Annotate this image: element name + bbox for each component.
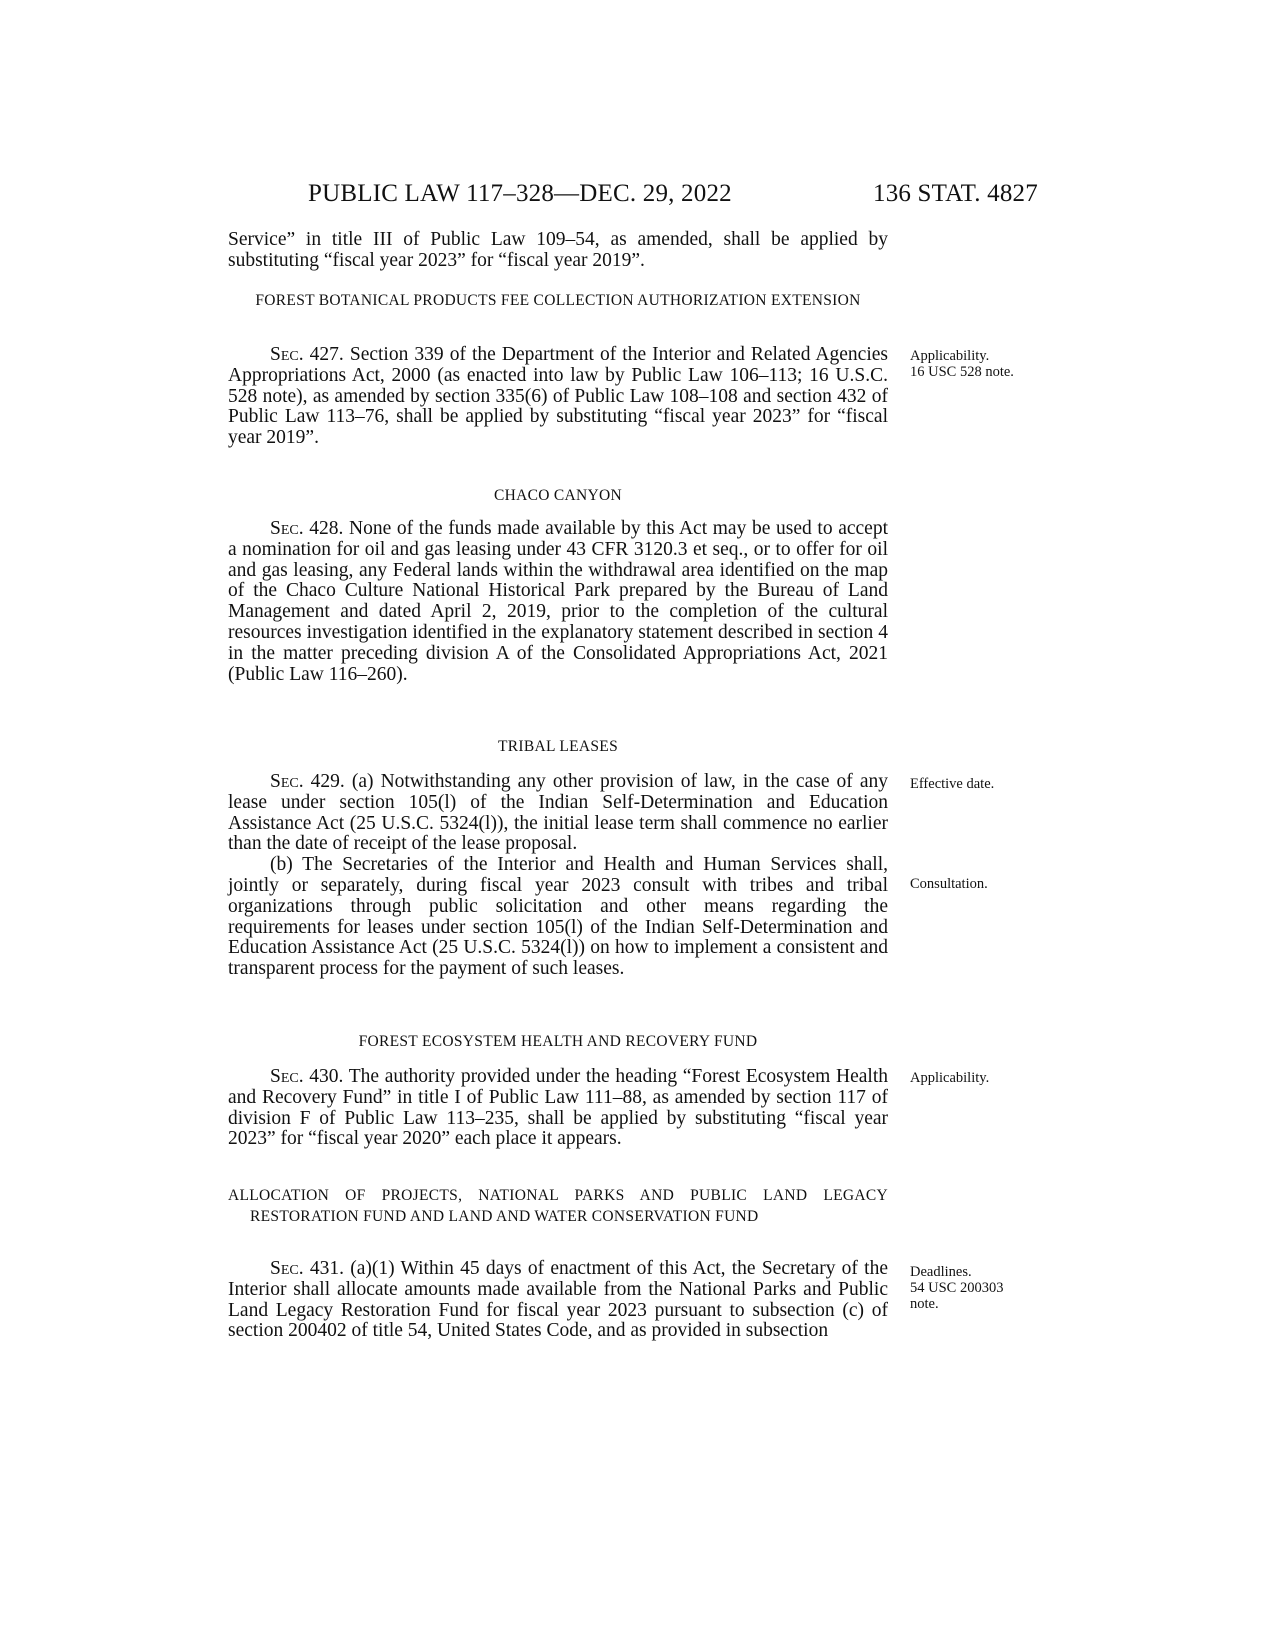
margin-note-effective-date: Effective date. (910, 776, 995, 792)
margin-note-applicability: Applicability. (910, 348, 990, 364)
section-431-paragraph (228, 1259, 888, 1342)
section-label: Sec. (270, 771, 304, 792)
margin-note-consultation: Consultation. (910, 876, 988, 892)
margin-note-usc-citation: 16 USC 528 note. (910, 364, 1014, 380)
carryover-paragraph: Service” in title III of Public Law 109–54, as amended, shall be applied by substituting “fiscal year 2023” for “fiscal year 2019”. (228, 229, 888, 271)
section-429-paragraphs (228, 772, 888, 980)
section-label: Sec. (270, 1066, 304, 1087)
section-429a-text: 429. (a) Notwithstanding any other provision of law, in the case of any lease under section 105(l) of the Indian Self-Determination and Education Assistance Act (25 U.S.C. 5324(l)), the initial lease term shall commence no earlier than the date of receipt of the lease proposal. (228, 771, 888, 855)
margin-note-note: note. (910, 1296, 939, 1312)
section-427-text: 427. Section 339 of the Department of the Interior and Related Agencies Appropriations Act, 2000 (as enacted into law by Public Law 106–113; 16 U.S.C. 528 note), as amended by section 335(6) of Public Law 108–108 and section 432 of Public Law 113–76, shall be applied by substituting “fiscal year 2023” for “fiscal year 2019”. (228, 344, 888, 449)
running-header-title: PUBLIC LAW 117–328—DEC. 29, 2022 (308, 180, 732, 207)
statute-page-number: 136 STAT. 4827 (873, 180, 1038, 207)
section-427-heading: FOREST BOTANICAL PRODUCTS FEE COLLECTION AUTHORIZATION EXTENSION (255, 292, 861, 309)
section-label: Sec. (270, 344, 304, 365)
section-428-paragraph (228, 519, 888, 685)
margin-note-usc-citation: 54 USC 200303 (910, 1280, 1004, 1296)
margin-note-deadlines: Deadlines. (910, 1264, 972, 1280)
section-428-text: 428. None of the funds made available by this Act may be used to accept a nomination for oil and gas leasing under 43 CFR 3120.3 et seq., or to offer for oil and gas leasing, any Federal lands within the withdrawal area identified on the map of the Chaco Culture National Historical Park prepared by the Bureau of Land Management and dated April 2, 2019, prior to the completion of the cultural resources investigation identified in the explanatory statement described in section 4 in the matter preceding division A of the Consolidated Appropriations Act, 2021 (Public Law 116–260). (228, 518, 888, 685)
margin-note-applicability: Applicability. (910, 1070, 990, 1086)
section-430-heading: FOREST ECOSYSTEM HEALTH AND RECOVERY FUND (358, 1033, 758, 1050)
section-429-heading: TRIBAL LEASES (497, 738, 618, 755)
section-431-text: 431. (a)(1) Within 45 days of enactment of this Act, the Secretary of the Interior shall allocate amounts made available from the National Parks and Public Land Legacy Restoration Fund for fiscal year 2023 pursuant to subsection (c) of section 200402 of title 54, United States Code, and as provided in subsection (228, 1258, 888, 1342)
section-431-heading: ALLOCATION OF PROJECTS, NATIONAL PARKS AND PUBLIC LAND LEGACY RESTORATION FUND AND LAND AND WATER CONSERVATION FUND (228, 1187, 888, 1225)
section-430-text: 430. The authority provided under the heading “Forest Ecosystem Health and Recovery Fund” in title I of Public Law 111–88, as amended by section 117 of division F of Public Law 113–235, shall be applied by substituting “fiscal year 2023” for “fiscal year 2020” each place it appears. (228, 1066, 888, 1150)
section-429b-text: (b) The Secretaries of the Interior and Health and Human Services shall, jointly or separately, during fiscal year 2023 consult with tribes and tribal organizations through public solicitation and other means regarding the requirements for leases under section 105(l) of the Indian Self-Determination and Education Assistance Act (25 U.S.C. 5324(l)) on how to implement a consistent and transparent process for the payment of such leases. (228, 854, 888, 980)
section-428-heading: CHACO CANYON (493, 487, 623, 504)
section-label: Sec. (270, 1258, 304, 1279)
section-label: Sec. (270, 518, 304, 539)
section-427-paragraph (228, 345, 888, 449)
section-430-paragraph (228, 1067, 888, 1150)
